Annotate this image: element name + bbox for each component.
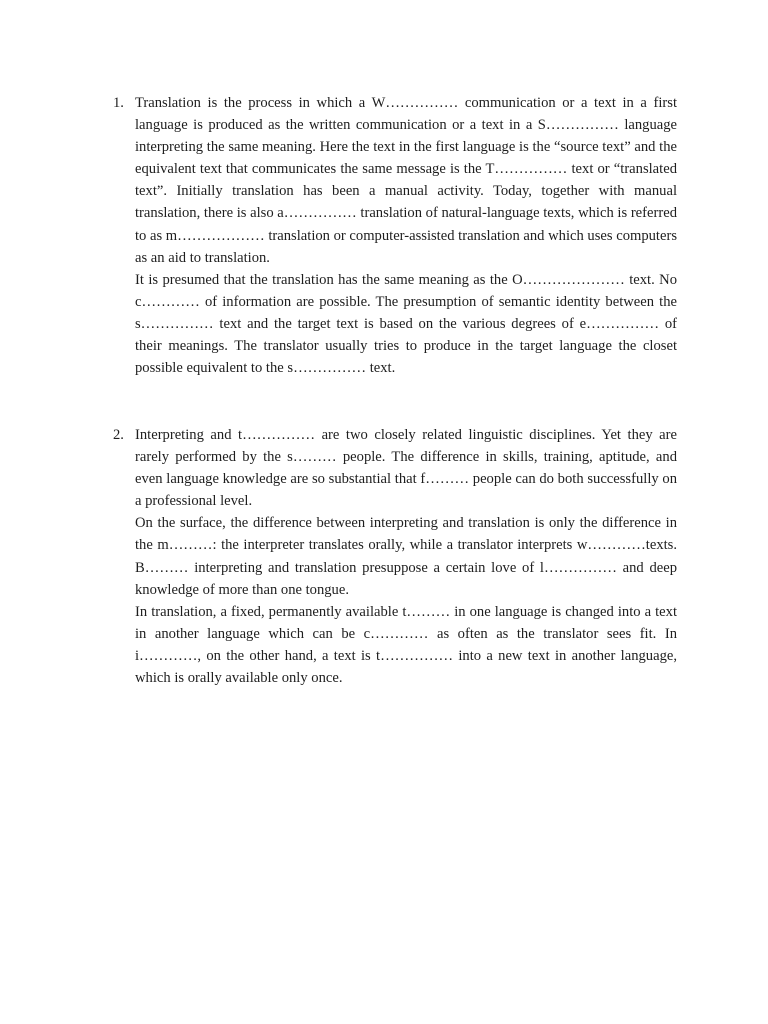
paragraph: On the surface, the difference between interpreting and translation is only the difference in the m………: the interpreter translates orally, while a translator interprets w…………texts. B……… interpreting and translation presuppose a certain love of l…………… and deep knowledge of more than one tongue. — [135, 515, 677, 598]
paragraph: Translation is the process in which a W…………… communication or a text in a first language is produced as the written communication or a text in a S…………… language interpreting the same meaning. Here the text in the first language is the “source text” and the equivalent text that communicates the same message is the T…………… text or “translated text”. Initially translation has been a manual activity. Today, together with manual translation, there is also a…………… translation of natural-language texts, which is referred to as m……………… translation or computer-assisted translation and which uses computers as an aid to translation. — [135, 95, 678, 266]
item-number: 2. — [113, 427, 124, 443]
paragraph: Interpreting and t…………… are two closely related linguistic disciplines. Yet they are rarely performed by the s……… people. The difference in skills, training, aptitude, and even language knowledge are so substantial that f……… people can do both successfully on a professional level. — [135, 427, 677, 510]
item-body — [135, 92, 677, 379]
item-body — [135, 424, 677, 689]
item-number: 1. — [113, 95, 124, 111]
paragraph: In translation, a fixed, permanently available t……… in one language is changed into a text in another language which can be c………… as often as the translator sees fit. In i…………, on the other hand, a text is t…………… into a new text in another language, which is orally available only once. — [135, 603, 677, 687]
paragraph: It is presumed that the translation has the same meaning as the O………………… text. No c………… of information are possible. The presumption of semantic identity between the s…………… text and the target text is based on the various degrees of e…………… of their meanings. The translator usually tries to produce in the target language the closet possible equivalent to the s…………… text. — [135, 271, 677, 377]
